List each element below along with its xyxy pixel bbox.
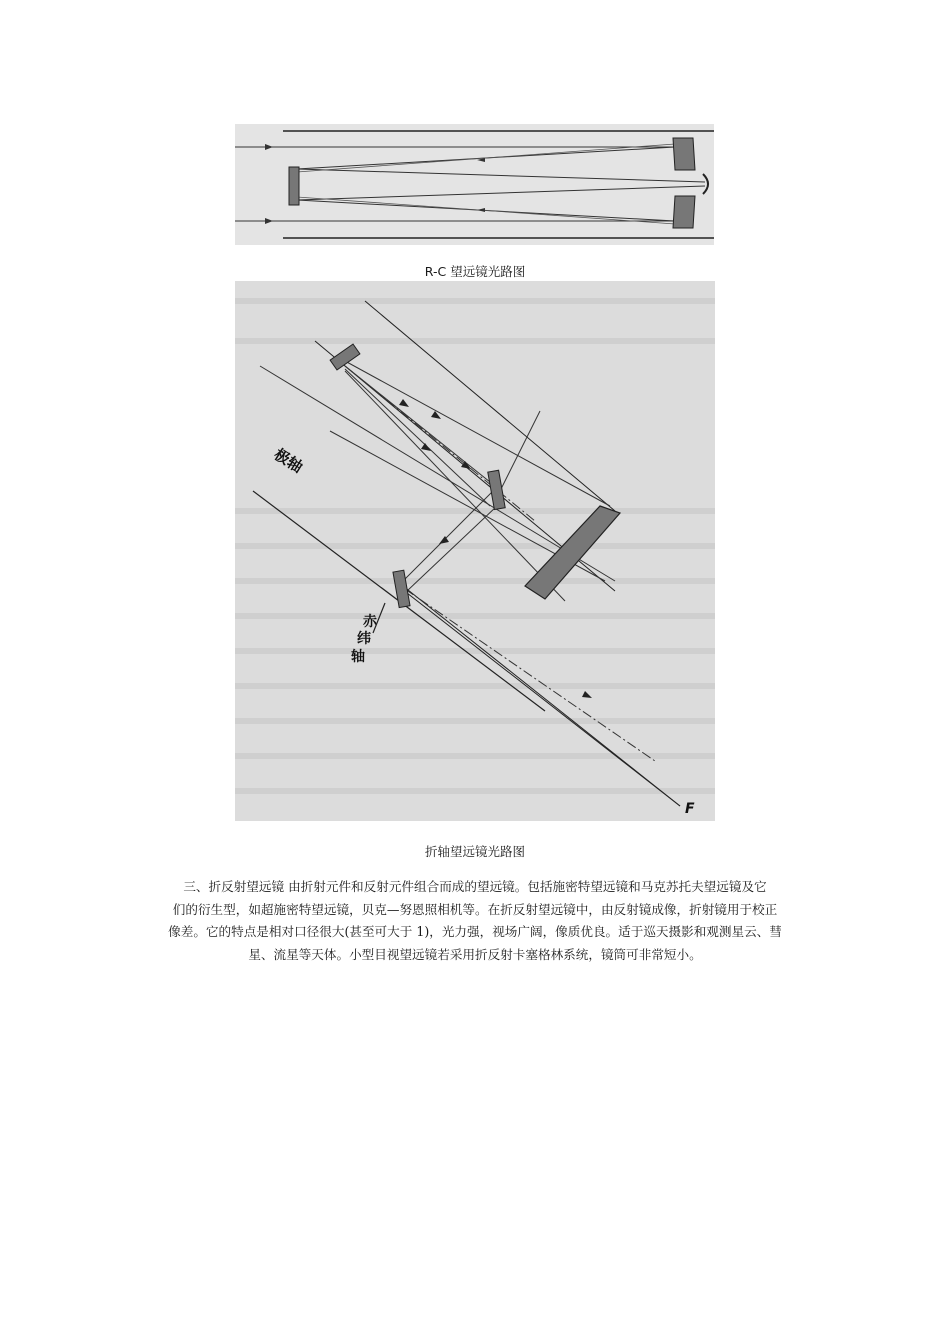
focus-label: F <box>685 801 695 817</box>
primary-mirror-upper <box>673 138 695 170</box>
figure1-caption: R-C 望远镜光路图 <box>424 264 526 279</box>
dec-axis-label-3: 轴 <box>351 649 365 665</box>
coude-diagram-svg <box>235 281 715 821</box>
primary-mirror-lower <box>673 196 695 228</box>
paragraph-line: 们的衍生型，如超施密特望远镜，贝克—努恩照相机等。在折反射望远镜中，由反射镜成像，折射镜用于校正 <box>172 901 778 917</box>
body-paragraph <box>144 876 806 966</box>
primary-mirror <box>525 506 620 599</box>
dec-axis-label-1: 赤 <box>363 614 377 630</box>
secondary-mirror <box>289 167 299 205</box>
polar-axis-label: 极轴 <box>270 445 306 477</box>
coude-telescope-diagram <box>235 281 715 821</box>
figure2-caption: 折轴望远镜光路图 <box>424 844 525 859</box>
paragraph-line: 星、流星等天体。小型目视望远镜若采用折反射卡塞格林系统，镜筒可非常短小。 <box>248 946 702 962</box>
paragraph-line: 像差。它的特点是相对口径很大(甚至可大于 1)，光力强，视场广阔，像质优良。适于巡天摄影和观测星云、彗 <box>168 924 782 939</box>
paragraph-line: 三、折反射望远镜 由折射元件和反射元件组合而成的望远镜。包括施密特望远镜和马克苏托夫望远镜及它 <box>183 879 767 894</box>
coude-flat-1 <box>488 470 505 509</box>
rc-diagram-svg <box>235 124 714 245</box>
rc-telescope-diagram <box>235 124 714 245</box>
dec-axis-label-2: 纬 <box>357 631 371 647</box>
focus-curve <box>703 174 708 194</box>
